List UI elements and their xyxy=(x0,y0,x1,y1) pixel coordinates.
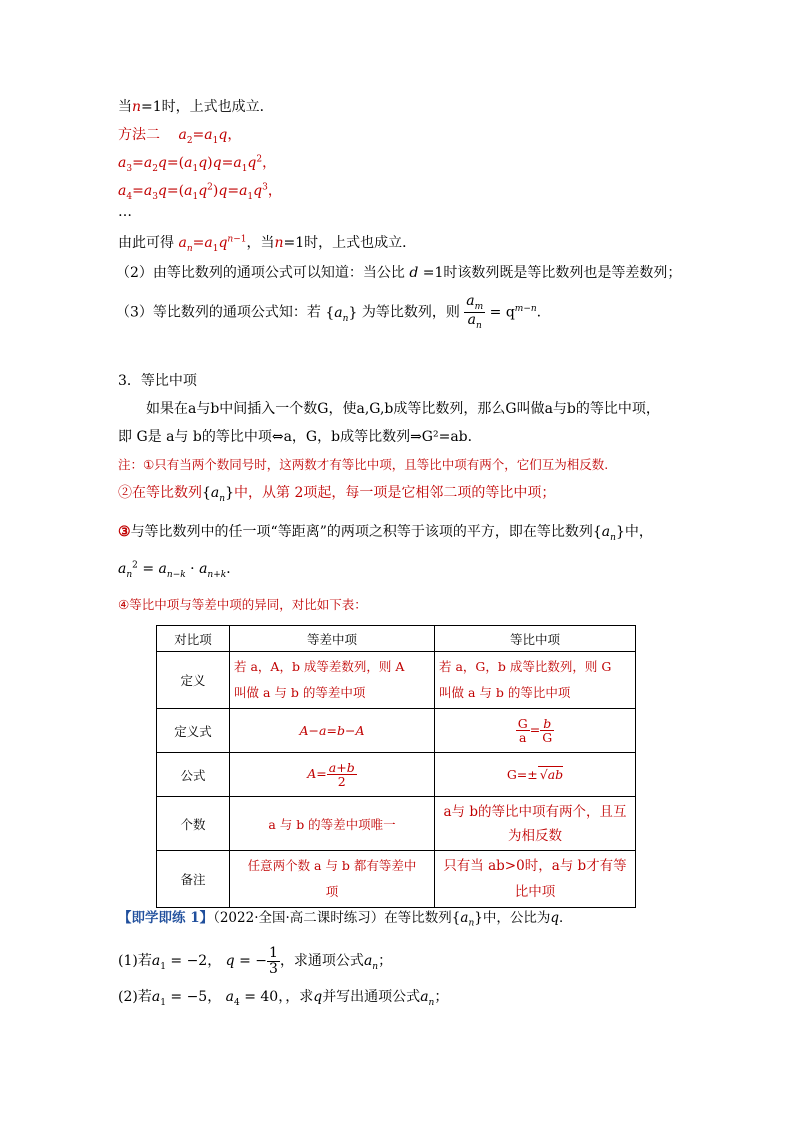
line-n-equals-1: 当n=1时，上式也成立． xyxy=(118,99,274,115)
table-row: 公式 A= $\frac{a+b}{2}$ G=± √ab xyxy=(157,753,636,797)
practice-tag: 【即学即练 1】 xyxy=(118,910,214,926)
note-3: ③与等比数列中的任一项“等距离”的两项之积等于该项的平方，即在等比数列$\{a_n\}$中， xyxy=(118,524,653,543)
question-1: (1)若$a_1 = -2$， q = − $\frac{1}{3}$ ，求通项公式$a_n$； xyxy=(118,945,393,977)
header-geo: 等比中项 xyxy=(435,626,636,652)
method-two-label: 方法二 xyxy=(118,127,160,143)
table-row: 定义 若 a，A，b 成等差数列，则 A 叫做 a 与 b 的等差中项 若 a，G，b 成等比数列，则 G 叫做 a 与 b 的等比中项 xyxy=(157,652,636,709)
note-2: ②在等比数列$\{a_n\}$中，从第 2项起，每一项是它相邻二项的等比中项； xyxy=(118,485,556,504)
formula-a4: $a_4=a_3q=(a_1q^2)q=a_1q^3$， xyxy=(118,182,282,202)
note-4: ④等比中项与等差中项的异同，对比如下表： xyxy=(118,597,367,612)
paragraph-3: （3）等比数列的通项公式知：若 $\{a_n\}$ 为等比数列，则 $\frac{a_m}{a_n}$ = $q^{m-n}$. xyxy=(116,293,542,332)
definition-line-1: 如果在a与b中间插入一个数G，使a,G,b成等比数列，那么G叫做a与b的等比中项， xyxy=(146,401,660,417)
formula-a2: $a_2=a_1q$， xyxy=(178,127,242,146)
question-2: (2)若$a_1 = -5$， $a_4 = 40$，，求q并写出通项公式$a_n$； xyxy=(118,989,449,1008)
table-header-row xyxy=(157,626,636,652)
note-3-formula: $a_n^2 = a_{n-k} \cdot a_{n+k}$． xyxy=(118,560,241,580)
table-row: 个数 a 与 b 的等差中项唯一 a与 b的等比中项有两个，且互 为相反数 xyxy=(157,797,636,851)
comparison-table xyxy=(156,625,636,908)
seq-an: $\{a_n\}$ xyxy=(325,304,358,324)
header-item: 对比项 xyxy=(157,626,230,652)
table-row: 定义式 A−a=b−A $\frac{G}{a}$ = $\frac{b}{G}$ xyxy=(157,709,636,753)
definition-line-2: 即 G是 a与 b的等比中项⇔a，G，b成等比数列⇒G²=ab． xyxy=(118,429,482,445)
conclusion-line: 由此可得 $a_n=a_1q^{n-1}$，当n=1时，上式也成立． xyxy=(118,234,417,254)
general-term: $a_n=a_1q^{n-1}$ xyxy=(178,234,247,254)
practice-heading: 【即学即练 1】（2022·全国·高二课时练习）在等比数列$\{a_n\}$中，公比为q． xyxy=(118,910,573,929)
ellipsis: … xyxy=(118,204,132,220)
formula-a3: $a_3=a_2q=(a_1q)q=a_1q^2$， xyxy=(118,154,277,174)
header-arith: 等差中项 xyxy=(230,626,435,652)
table-row: 备注 任意两个数 a 与 b 都有等差中 项 只有当 ab>0时，a与 b才有等 比中项 xyxy=(157,851,636,908)
method-two-line xyxy=(118,124,241,146)
paragraph-2: （2）由等比数列的通项公式可以知道：当公比 d =1时该数列既是等比数列也是等差数列； xyxy=(116,265,682,281)
var-n: n xyxy=(132,99,142,115)
fraction-am-an: $\frac{a_m}{a_n}$ xyxy=(466,293,484,332)
note-1: 注：①只有当两个数同号时，这两数才有等比中项，且等比中项有两个，它们互为相反数. xyxy=(118,457,609,472)
section-3-title: 3．等比中项 xyxy=(118,373,197,389)
